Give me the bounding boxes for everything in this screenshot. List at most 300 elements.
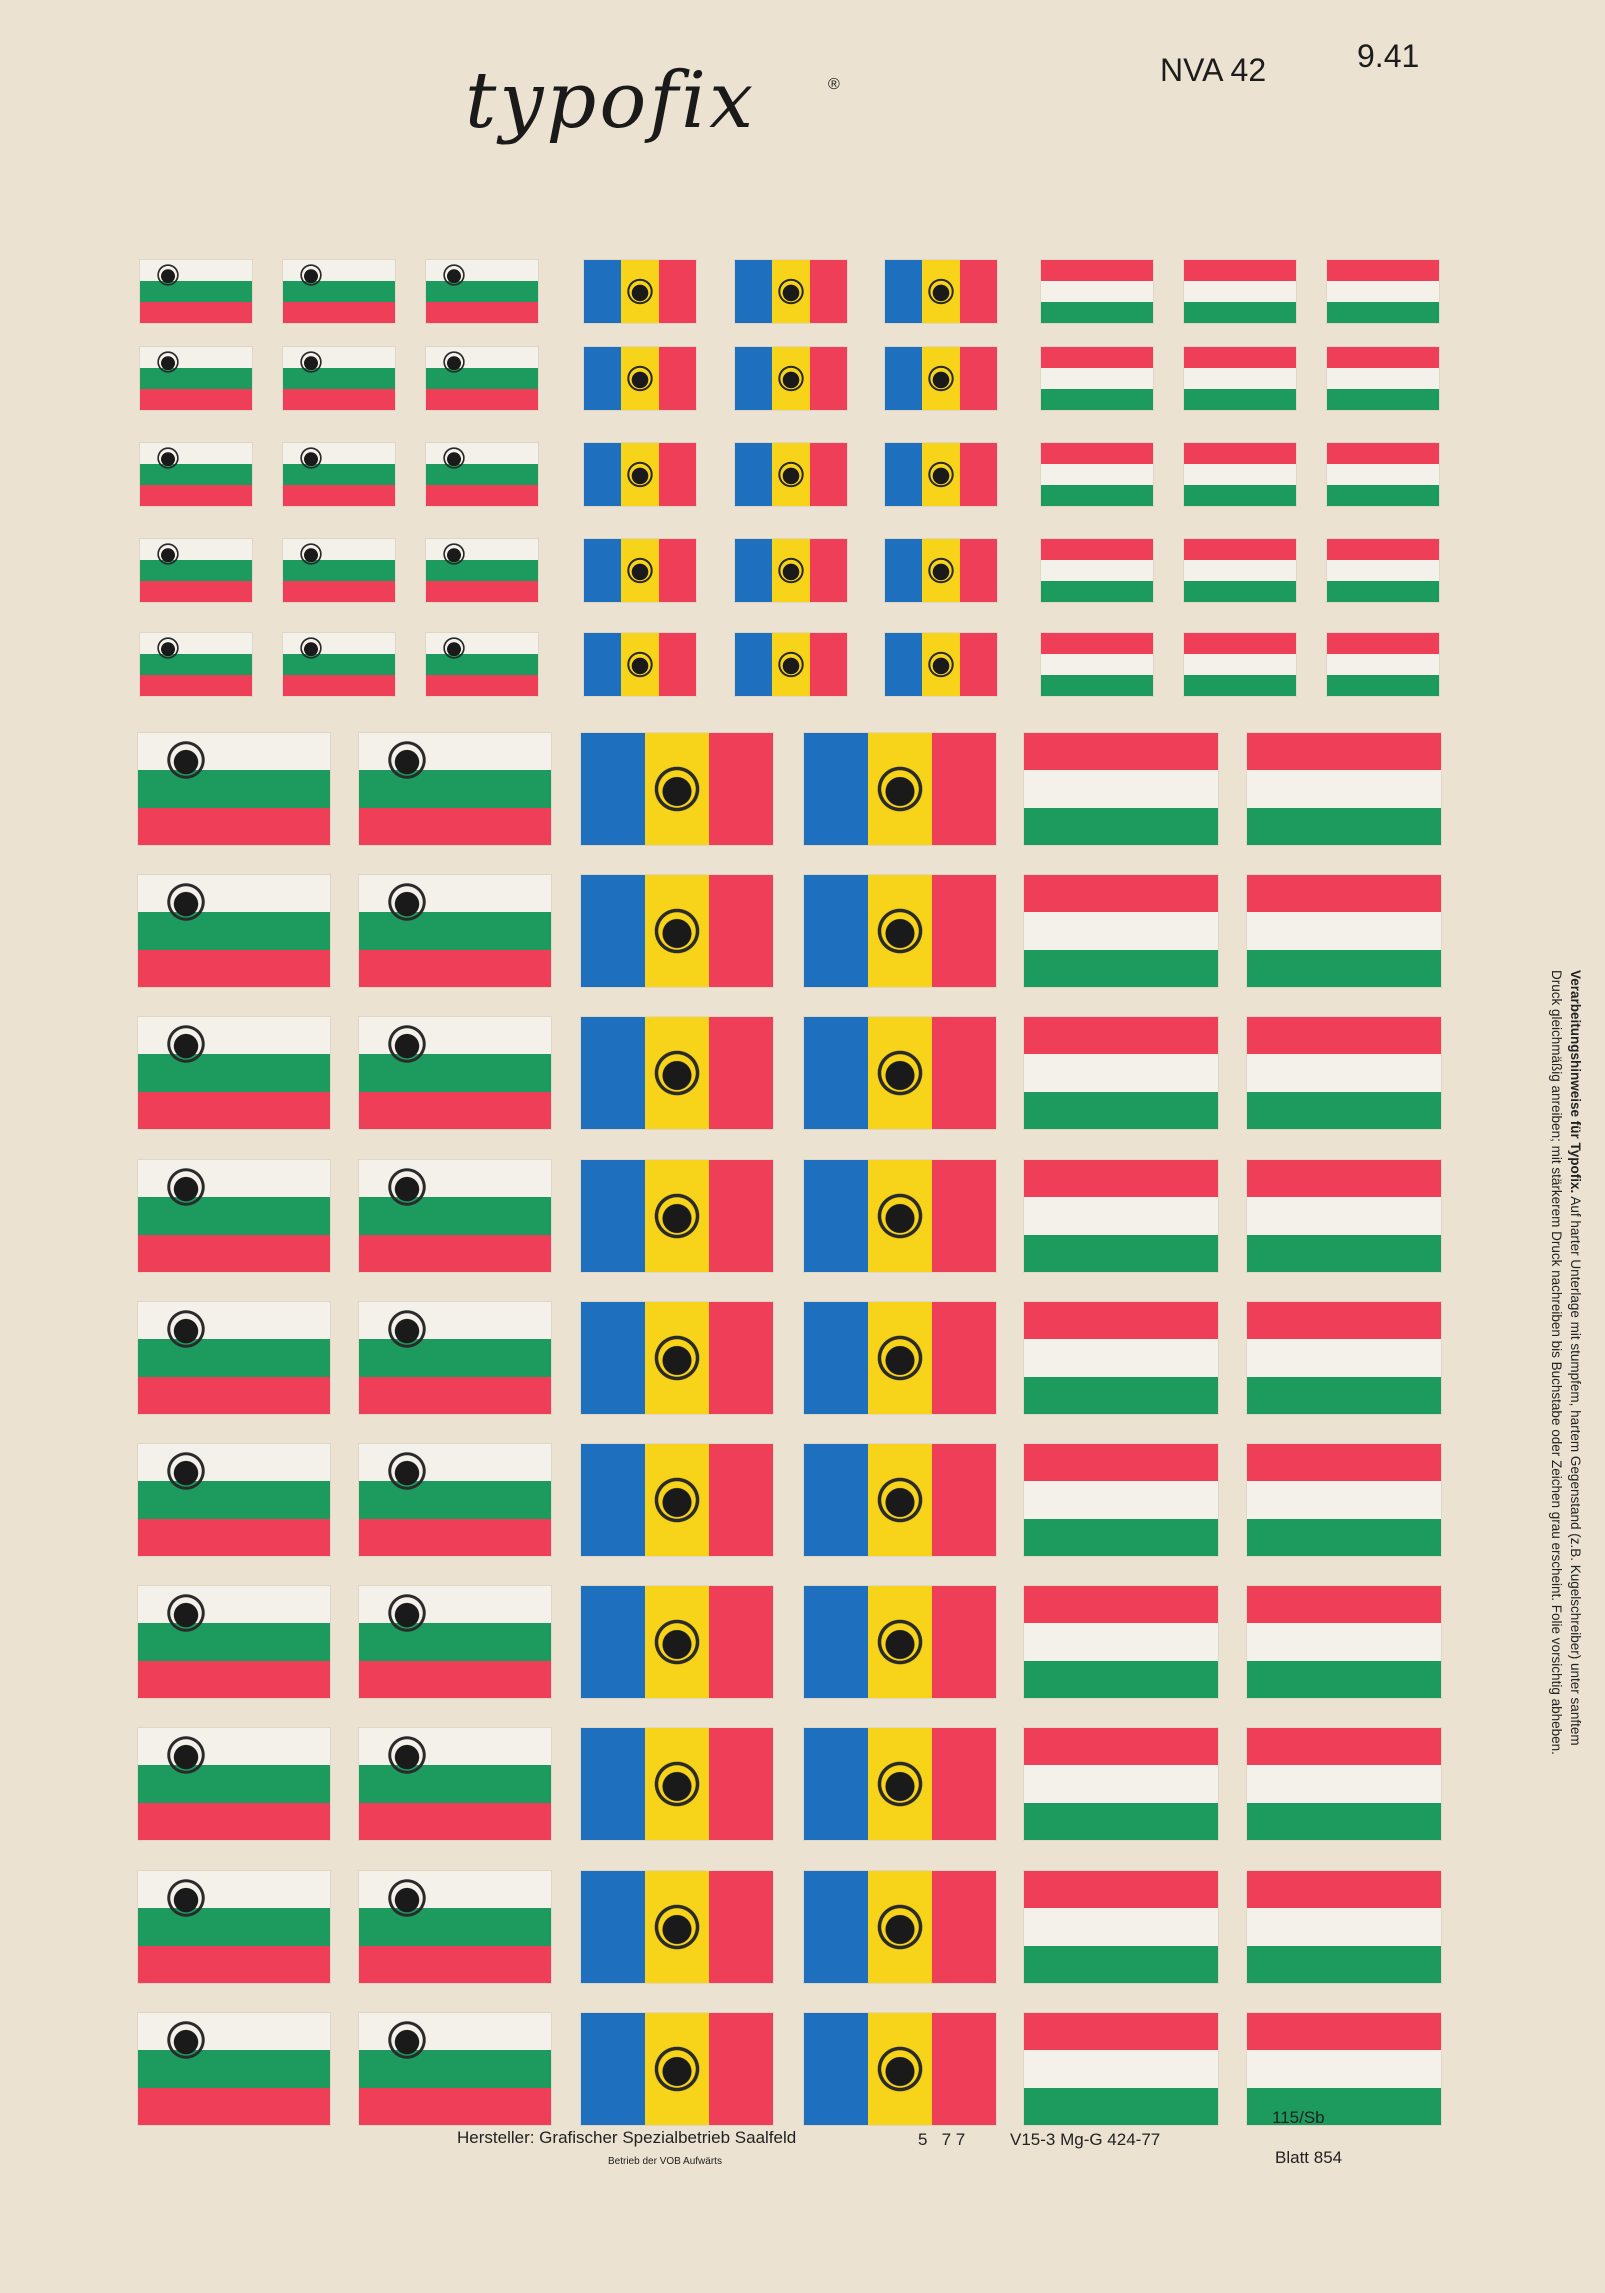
coat-of-arms-icon [165,1877,208,1920]
coat-of-arms-icon [927,556,955,584]
blue-stripe [804,2013,868,2125]
print-number: 5 7 7 [918,2130,966,2149]
red-stripe [283,302,395,323]
green-stripe [283,560,395,581]
hungary-flag [1024,1302,1218,1414]
green-stripe [138,2050,330,2087]
red-stripe [283,485,395,506]
red-stripe [932,1871,996,1983]
red-stripe [1024,2013,1218,2050]
romania-flag [735,633,847,696]
coat-of-arms-icon [165,1450,208,1493]
romania-flag [804,1586,996,1698]
red-stripe [359,1661,551,1698]
red-stripe [1247,1017,1441,1054]
white-stripe [1327,281,1439,302]
bulgaria-flag [138,2013,330,2125]
coat-of-arms-icon [442,263,466,287]
green-stripe [359,2050,551,2087]
blue-stripe [581,1160,645,1272]
red-stripe [140,302,252,323]
blue-stripe [885,347,922,410]
green-stripe [1024,1946,1218,1983]
coat-of-arms-icon [386,739,429,782]
hungary-flag [1327,633,1439,696]
blue-stripe [885,539,922,602]
white-stripe [1024,1197,1218,1234]
coat-of-arms-icon [875,1759,925,1809]
manufacturer-sub: Betrieb der VOB Aufwärts [608,2156,722,2167]
red-stripe [283,389,395,410]
bulgaria-flag [138,1728,330,1840]
red-stripe [1041,539,1153,560]
blue-stripe [885,260,922,323]
white-stripe [1247,1339,1441,1376]
coat-of-arms-icon [165,2019,208,2062]
coat-of-arms-icon [652,1475,702,1525]
red-stripe [1024,1160,1218,1197]
instructions-title: Verarbeitungshinweise für Typofix. [1568,970,1583,1194]
white-stripe [1041,560,1153,581]
bulgaria-flag [138,1444,330,1556]
red-stripe [426,485,538,506]
blue-stripe [804,733,868,845]
coat-of-arms-icon [165,1023,208,1066]
green-stripe [359,1054,551,1091]
coat-of-arms-icon [777,277,805,305]
red-stripe [1024,1586,1218,1623]
red-stripe [283,581,395,602]
blue-stripe [804,1586,868,1698]
bulgaria-flag [140,443,252,506]
hungary-flag [1024,1871,1218,1983]
red-stripe [359,808,551,845]
coat-of-arms-icon [626,556,654,584]
hungary-flag [1024,875,1218,987]
romania-flag [885,443,997,506]
red-stripe [1024,1444,1218,1481]
red-stripe [659,260,696,323]
white-stripe [1041,368,1153,389]
white-stripe [1247,1481,1441,1518]
green-stripe [1247,1235,1441,1272]
blue-stripe [581,1586,645,1698]
blue-stripe [584,347,621,410]
red-stripe [1041,260,1153,281]
romania-flag [804,1728,996,1840]
red-stripe [709,1444,773,1556]
blue-stripe [584,633,621,696]
coat-of-arms-icon [156,542,180,566]
blue-stripe [584,260,621,323]
red-stripe [932,875,996,987]
green-stripe [359,912,551,949]
romania-flag [735,443,847,506]
hungary-flag [1041,347,1153,410]
instructions-line-2: Druck gleichmäßig anreiben; mit stärkerem Druck nachreiben bis Buchstabe oder Zeichen grau erscheint. Folie vorsichtig abheben. [1549,970,1564,1755]
white-stripe [1024,1481,1218,1518]
hungary-flag [1327,260,1439,323]
bulgaria-flag [359,1586,551,1698]
red-stripe [283,675,395,696]
romania-flag [735,260,847,323]
hungary-flag [1041,633,1153,696]
coat-of-arms-icon [927,650,955,678]
red-stripe [932,2013,996,2125]
white-stripe [1024,1765,1218,1802]
green-stripe [1024,1235,1218,1272]
red-stripe [1184,633,1296,654]
coat-of-arms-icon [156,636,180,660]
red-stripe [932,1160,996,1272]
bulgaria-flag [138,1302,330,1414]
coat-of-arms-icon [652,1902,702,1952]
romania-flag [581,2013,773,2125]
coat-of-arms-icon [442,350,466,374]
hungary-flag [1327,539,1439,602]
white-stripe [1041,464,1153,485]
red-stripe [140,581,252,602]
green-stripe [1024,808,1218,845]
red-stripe [709,1302,773,1414]
red-stripe [960,347,997,410]
green-stripe [359,1197,551,1234]
white-stripe [1024,912,1218,949]
coat-of-arms-icon [442,636,466,660]
bulgaria-flag [283,539,395,602]
blue-stripe [581,1871,645,1983]
green-stripe [138,1481,330,1518]
red-stripe [140,485,252,506]
blue-stripe [885,633,922,696]
hungary-flag [1184,633,1296,696]
romania-flag [581,875,773,987]
hungary-flag [1041,260,1153,323]
bulgaria-flag [359,1728,551,1840]
coat-of-arms-icon [386,881,429,924]
hungary-flag [1184,443,1296,506]
green-stripe [1041,581,1153,602]
coat-of-arms-icon [386,1877,429,1920]
green-stripe [140,560,252,581]
green-stripe [1247,1661,1441,1698]
bulgaria-flag [138,875,330,987]
green-stripe [1247,950,1441,987]
red-stripe [810,539,847,602]
red-stripe [1041,633,1153,654]
red-stripe [659,539,696,602]
white-stripe [1247,912,1441,949]
green-stripe [426,654,538,675]
green-stripe [1041,485,1153,506]
red-stripe [960,633,997,696]
white-stripe [1247,2050,1441,2087]
green-stripe [283,368,395,389]
blue-stripe [885,443,922,506]
red-stripe [1247,1871,1441,1908]
bulgaria-flag [426,347,538,410]
green-stripe [283,464,395,485]
hungary-flag [1247,1160,1441,1272]
green-stripe [140,281,252,302]
green-stripe [1184,581,1296,602]
hungary-flag [1247,1586,1441,1698]
coat-of-arms-icon [386,1592,429,1635]
romania-flag [581,1444,773,1556]
green-stripe [140,368,252,389]
green-stripe [359,1339,551,1376]
coat-of-arms-icon [875,1191,925,1241]
coat-of-arms-icon [875,1902,925,1952]
blue-stripe [581,1444,645,1556]
blue-stripe [581,1017,645,1129]
blue-stripe [804,1017,868,1129]
coat-of-arms-icon [165,1592,208,1635]
red-stripe [1184,347,1296,368]
coat-of-arms-icon [165,881,208,924]
blue-stripe [581,2013,645,2125]
white-stripe [1247,1765,1441,1802]
red-stripe [932,1728,996,1840]
white-stripe [1327,464,1439,485]
processing-instructions [1465,970,1585,2120]
green-stripe [138,770,330,807]
green-stripe [359,770,551,807]
coat-of-arms-icon [652,1759,702,1809]
red-stripe [1247,733,1441,770]
bulgaria-flag [283,443,395,506]
green-stripe [1184,675,1296,696]
green-stripe [1327,485,1439,506]
hungary-flag [1024,2013,1218,2125]
white-stripe [1184,368,1296,389]
blue-stripe [735,260,772,323]
bulgaria-flag [140,633,252,696]
coat-of-arms-icon [165,1734,208,1777]
romania-flag [581,1871,773,1983]
red-stripe [1184,539,1296,560]
bulgaria-flag [359,1871,551,1983]
coat-of-arms-icon [875,1617,925,1667]
red-stripe [709,1871,773,1983]
green-stripe [138,1765,330,1802]
red-stripe [932,1017,996,1129]
red-stripe [709,1017,773,1129]
blue-stripe [581,1728,645,1840]
romania-flag [584,443,696,506]
coat-of-arms-icon [156,446,180,470]
white-stripe [1184,560,1296,581]
green-stripe [1327,302,1439,323]
hungary-flag [1024,733,1218,845]
red-stripe [960,260,997,323]
coat-of-arms-icon [299,263,323,287]
blue-stripe [804,1160,868,1272]
coat-of-arms-icon [777,460,805,488]
green-stripe [1327,675,1439,696]
red-stripe [426,302,538,323]
bulgaria-flag [138,733,330,845]
green-stripe [138,1623,330,1660]
red-stripe [659,443,696,506]
romania-flag [885,539,997,602]
white-stripe [1041,281,1153,302]
bulgaria-flag [426,539,538,602]
green-stripe [140,654,252,675]
bulgaria-flag [138,1586,330,1698]
bulgaria-flag [283,633,395,696]
red-stripe [932,1444,996,1556]
blue-stripe [581,733,645,845]
red-stripe [138,950,330,987]
coat-of-arms-icon [777,556,805,584]
green-stripe [1024,1519,1218,1556]
coat-of-arms-icon [386,1166,429,1209]
romania-flag [804,1444,996,1556]
red-stripe [709,733,773,845]
coat-of-arms-icon [777,364,805,392]
green-stripe [1184,302,1296,323]
bulgaria-flag [426,633,538,696]
hungary-flag [1247,1444,1441,1556]
coat-of-arms-icon [626,277,654,305]
red-stripe [709,1728,773,1840]
hungary-flag [1247,1302,1441,1414]
coat-of-arms-icon [875,1333,925,1383]
coat-of-arms-icon [386,1023,429,1066]
bulgaria-flag [359,1160,551,1272]
red-stripe [659,633,696,696]
coat-of-arms-icon [165,739,208,782]
green-stripe [1247,1519,1441,1556]
red-stripe [1024,1871,1218,1908]
red-stripe [1327,260,1439,281]
green-stripe [1041,389,1153,410]
green-stripe [1247,1946,1441,1983]
red-stripe [709,1586,773,1698]
white-stripe [1247,770,1441,807]
coat-of-arms-icon [652,1048,702,1098]
blue-stripe [804,875,868,987]
bulgaria-flag [283,260,395,323]
red-stripe [1041,347,1153,368]
red-stripe [138,2088,330,2125]
green-stripe [283,281,395,302]
green-stripe [140,464,252,485]
romania-flag [885,633,997,696]
coat-of-arms-icon [165,1166,208,1209]
hungary-flag [1247,733,1441,845]
red-stripe [1024,1017,1218,1054]
bulgaria-flag [359,1444,551,1556]
romania-flag [581,1160,773,1272]
coat-of-arms-icon [927,460,955,488]
green-stripe [359,1908,551,1945]
hungary-flag [1024,1728,1218,1840]
romania-flag [804,733,996,845]
green-stripe [1184,485,1296,506]
hungary-flag [1327,443,1439,506]
green-stripe [1247,1377,1441,1414]
hungary-flag [1041,539,1153,602]
red-stripe [1247,1302,1441,1339]
red-stripe [1247,1160,1441,1197]
blue-stripe [581,1302,645,1414]
romania-flag [584,260,696,323]
license-number: V15-3 Mg-G 424-77 [1010,2130,1161,2149]
red-stripe [138,1377,330,1414]
bulgaria-flag [140,260,252,323]
romania-flag [804,1302,996,1414]
green-stripe [1024,2088,1218,2125]
green-stripe [138,1054,330,1091]
green-stripe [426,560,538,581]
hungary-flag [1024,1160,1218,1272]
red-stripe [1041,443,1153,464]
blue-stripe [804,1728,868,1840]
bulgaria-flag [140,347,252,410]
coat-of-arms-icon [652,2044,702,2094]
green-stripe [359,1765,551,1802]
blue-stripe [804,1444,868,1556]
green-stripe [359,1481,551,1518]
romania-flag [885,260,997,323]
red-stripe [138,1803,330,1840]
bulgaria-flag [426,260,538,323]
green-stripe [1024,1092,1218,1129]
red-stripe [810,633,847,696]
sheet-reference: 115/Sb [1272,2108,1325,2127]
coat-of-arms-icon [875,764,925,814]
green-stripe [426,281,538,302]
red-stripe [138,1946,330,1983]
bulgaria-flag [140,539,252,602]
red-stripe [140,389,252,410]
sheet-number: Blatt 854 [1275,2148,1343,2167]
bulgaria-flag [138,1160,330,1272]
red-stripe [932,1302,996,1414]
bulgaria-flag [359,733,551,845]
coat-of-arms-icon [875,906,925,956]
white-stripe [1327,560,1439,581]
red-stripe [1327,443,1439,464]
coat-of-arms-icon [299,446,323,470]
hungary-flag [1184,347,1296,410]
instructions-line-1: Auf harter Unterlage mit stumpfem, hartem Gegenstand (z.B. Kugelschreiber) unter sanftem [1568,1196,1583,1746]
hungary-flag [1247,1728,1441,1840]
red-stripe [709,2013,773,2125]
coat-of-arms-icon [156,263,180,287]
coat-of-arms-icon [652,1333,702,1383]
hungary-flag [1024,1444,1218,1556]
romania-flag [804,1160,996,1272]
blue-stripe [735,633,772,696]
romania-flag [885,347,997,410]
coat-of-arms-icon [386,1308,429,1351]
red-stripe [1247,1728,1441,1765]
green-stripe [138,1908,330,1945]
green-stripe [426,368,538,389]
red-stripe [960,443,997,506]
white-stripe [1327,654,1439,675]
red-stripe [138,808,330,845]
red-stripe [138,1092,330,1129]
red-stripe [1247,875,1441,912]
coat-of-arms-icon [156,350,180,374]
coat-of-arms-icon [626,364,654,392]
bulgaria-flag [359,2013,551,2125]
red-stripe [1247,1586,1441,1623]
